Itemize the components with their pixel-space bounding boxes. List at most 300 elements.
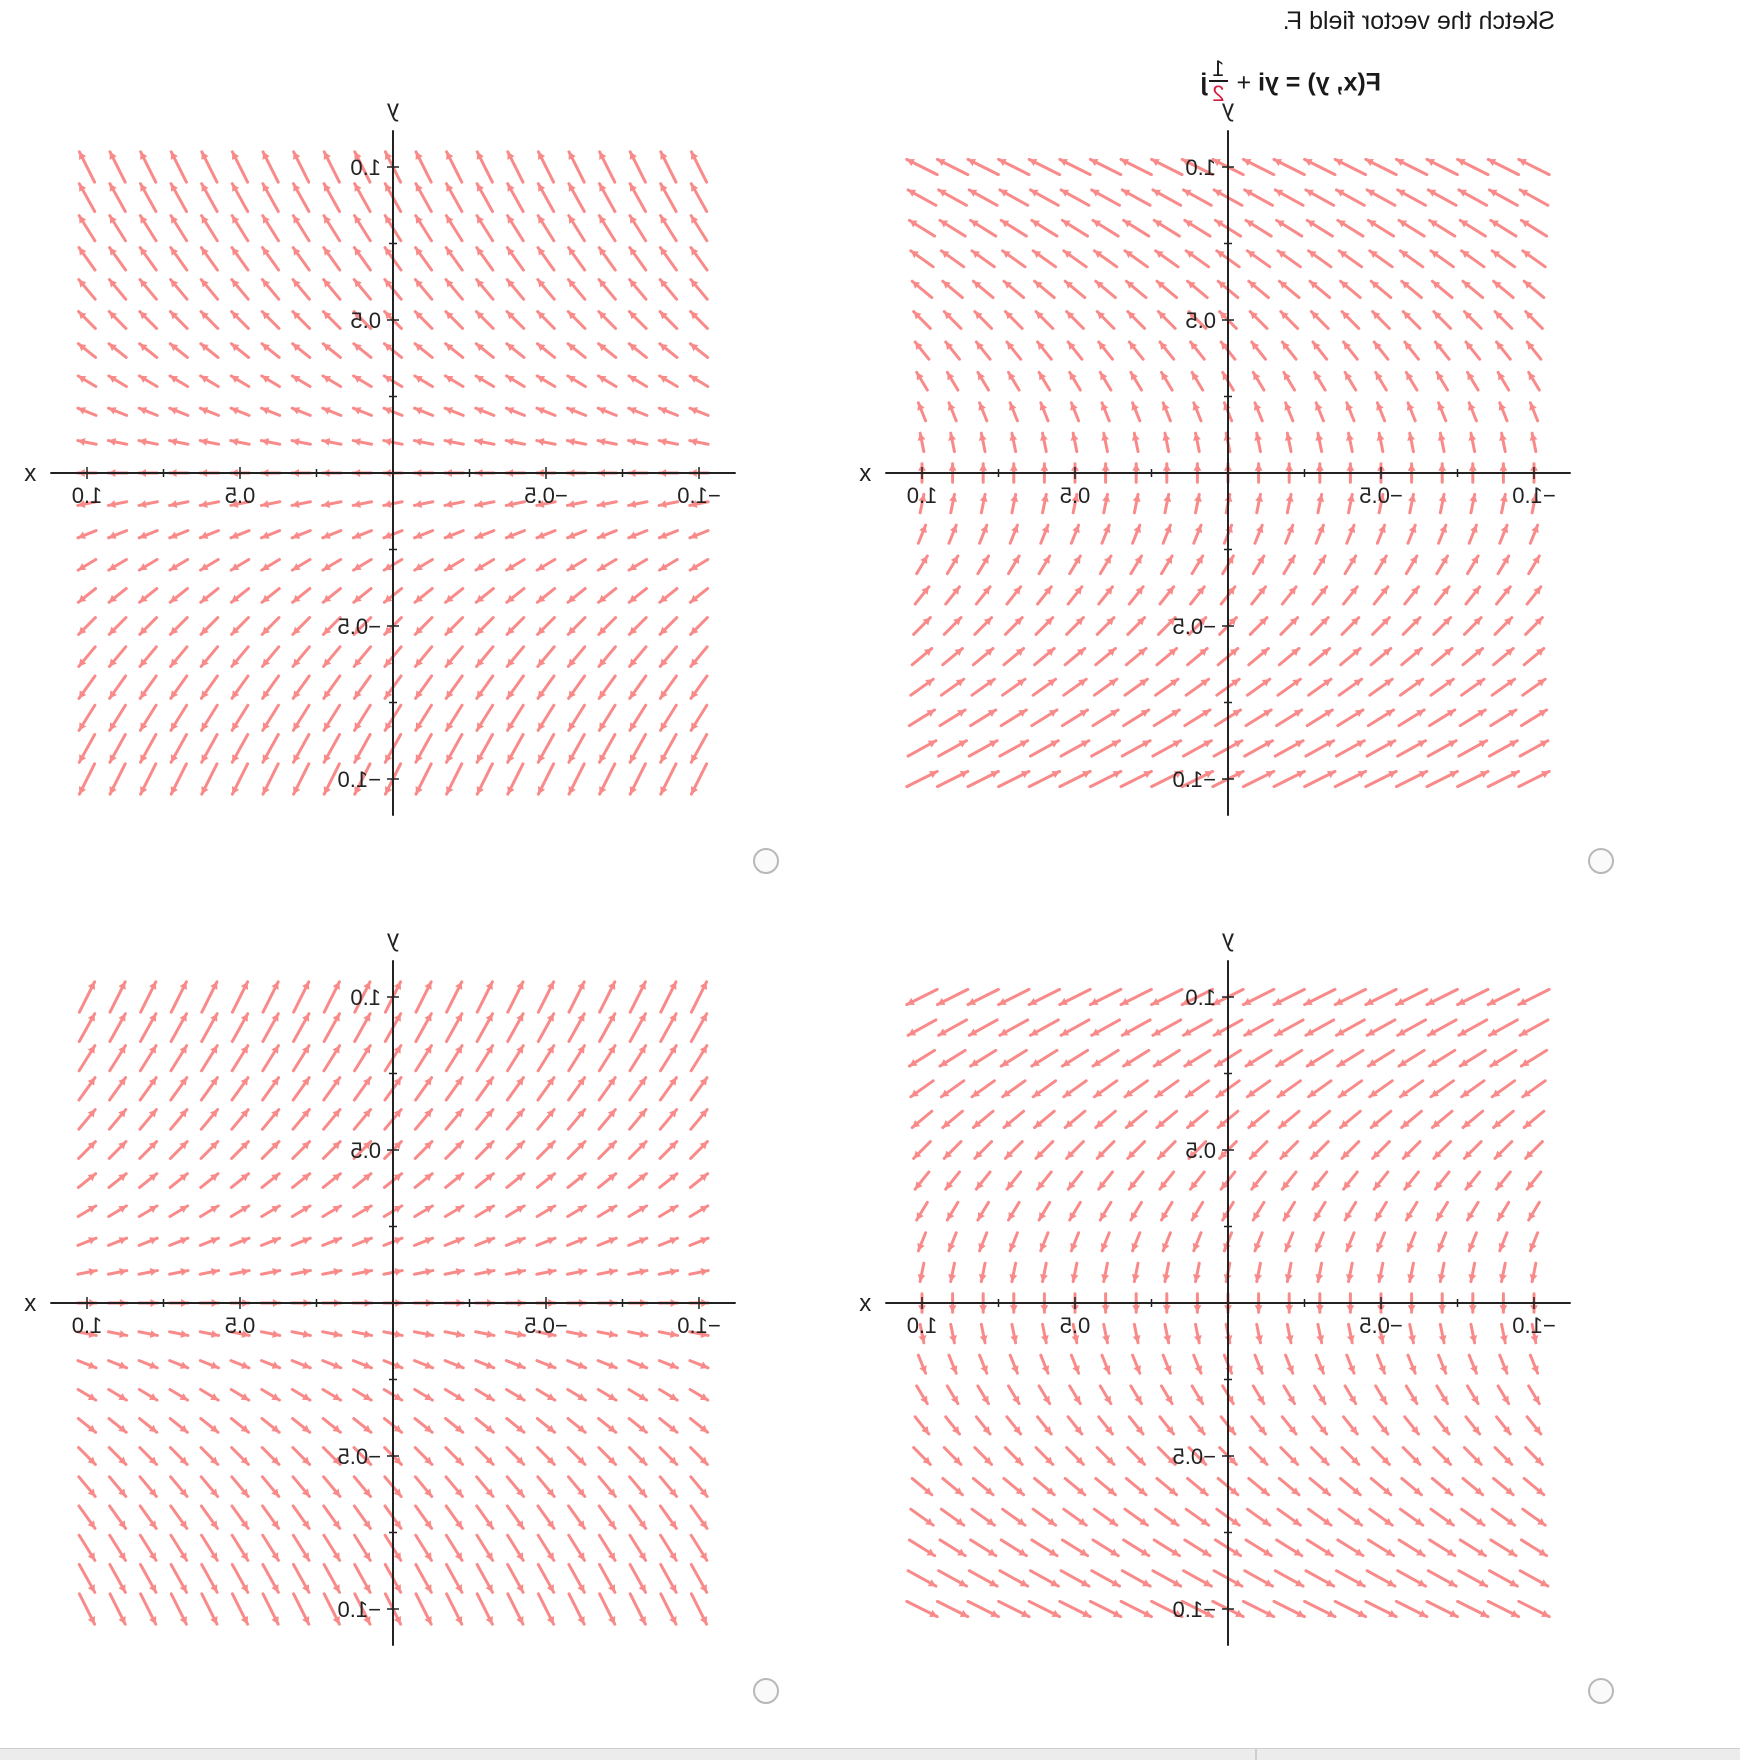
vector-arrow	[324, 1535, 340, 1560]
vector-arrow	[171, 1594, 187, 1624]
vector-arrow	[568, 280, 584, 300]
vector-arrow	[1090, 159, 1120, 175]
vector-arrow	[1468, 433, 1476, 451]
vector-arrow	[1466, 1172, 1480, 1189]
vector-arrow	[110, 735, 126, 763]
vector-arrow	[1096, 281, 1116, 297]
vector-arrow	[324, 1477, 340, 1497]
vector-arrow	[416, 1078, 432, 1100]
vector-arrow	[1191, 342, 1205, 359]
vector-arrow	[661, 1594, 677, 1624]
vector-arrow	[1437, 1386, 1448, 1404]
vector-arrow	[1396, 1601, 1426, 1617]
vector-arrow	[445, 438, 463, 446]
vector-arrow	[1243, 159, 1273, 175]
vector-arrow	[1494, 1111, 1514, 1127]
vector-arrow	[1307, 1540, 1332, 1556]
vector-arrow	[1370, 1509, 1392, 1525]
vector-arrow	[661, 1014, 677, 1042]
vector-arrow	[1529, 1202, 1540, 1220]
vector-arrow	[538, 647, 554, 667]
vector-arrow	[1092, 190, 1120, 206]
vector-arrow	[914, 312, 931, 329]
vector-arrow	[1314, 372, 1325, 390]
vector-arrow	[201, 764, 217, 794]
vector-arrow	[79, 152, 95, 182]
vector-arrow	[170, 531, 188, 539]
vector-arrow	[201, 1174, 218, 1188]
vector-arrow	[477, 1014, 493, 1042]
vector-arrow	[975, 1142, 992, 1159]
vector-arrow	[476, 312, 493, 329]
vector-arrow	[1305, 989, 1335, 1005]
vector-arrow	[1102, 1355, 1110, 1373]
vector-arrow	[202, 735, 218, 763]
radio-option-d[interactable]	[1588, 1678, 1614, 1704]
vector-arrow	[476, 376, 494, 387]
vector-arrow	[1128, 312, 1145, 329]
vector-arrow	[354, 1389, 372, 1400]
vector-arrow	[1337, 741, 1365, 757]
vector-arrow	[1377, 433, 1385, 451]
vector-arrow	[971, 220, 996, 236]
vector-arrow	[1307, 710, 1332, 726]
vector-arrow	[537, 1206, 555, 1217]
vector-arrow	[1368, 710, 1393, 726]
vector-arrow	[1405, 587, 1419, 604]
vector-arrow	[1490, 1571, 1518, 1587]
vector-arrow	[941, 1081, 963, 1097]
vector-arrow	[1100, 556, 1111, 574]
vector-arrow	[170, 376, 188, 387]
vector-arrow	[1041, 525, 1049, 543]
vector-arrow	[948, 1263, 956, 1281]
vector-arrow	[1305, 1601, 1335, 1617]
vector-arrow	[1194, 1355, 1202, 1373]
vector-arrow	[262, 407, 280, 415]
vector-arrow	[1065, 648, 1085, 664]
vector-arrow	[415, 559, 433, 570]
vector-arrow	[1032, 1050, 1057, 1066]
vector-arrow	[1274, 1601, 1304, 1617]
vector-arrow	[1309, 251, 1331, 267]
vector-arrow	[171, 152, 187, 182]
vector-arrow	[1310, 648, 1330, 664]
vector-arrow	[1133, 1324, 1141, 1342]
vector-arrow	[1286, 494, 1294, 512]
vector-arrow	[1396, 771, 1426, 787]
vector-arrow	[140, 248, 156, 270]
radio-option-a[interactable]	[753, 848, 779, 874]
vector-arrow	[201, 647, 217, 667]
vector-arrow	[1249, 1111, 1269, 1127]
vector-arrow	[445, 1330, 463, 1338]
x-tick-label: 0.5	[1060, 1313, 1091, 1338]
vector-arrow	[232, 1506, 248, 1528]
vector-arrow	[78, 1237, 96, 1245]
vector-arrow	[598, 1361, 616, 1369]
vector-arrow	[1061, 741, 1089, 757]
vector-arrow	[1398, 1571, 1426, 1587]
vector-arrow	[170, 1330, 188, 1338]
vector-arrow	[1311, 618, 1328, 635]
vector-arrow	[939, 741, 967, 757]
vector-arrow	[630, 216, 646, 241]
vector-arrow	[1376, 403, 1384, 421]
vector-arrow	[353, 407, 371, 415]
vector-arrow	[79, 1477, 95, 1497]
vector-arrow	[691, 1477, 707, 1497]
vector-arrow	[1341, 281, 1361, 297]
y-axis-label: y	[1222, 95, 1234, 122]
vector-arrow	[79, 1565, 95, 1593]
vector-arrow	[1342, 618, 1359, 635]
vector-arrow	[415, 1477, 431, 1497]
vector-arrow	[231, 589, 248, 603]
vector-arrow	[1277, 220, 1302, 236]
vector-arrow	[909, 1050, 934, 1066]
vector-arrow	[293, 589, 310, 603]
vector-arrow	[293, 1448, 310, 1465]
vector-arrow	[1062, 1050, 1087, 1066]
vector-arrow	[660, 764, 676, 794]
vector-arrow	[1438, 1263, 1446, 1281]
vector-arrow	[78, 344, 95, 358]
vector-arrow	[508, 982, 524, 1012]
vector-arrow	[141, 1594, 157, 1624]
vector-arrow	[1315, 1233, 1323, 1251]
vector-arrow	[292, 1389, 310, 1400]
vector-arrow	[1341, 648, 1361, 664]
vector-arrow	[353, 500, 371, 508]
vector-arrow	[979, 433, 987, 451]
vector-arrow	[949, 1324, 957, 1342]
vector-arrow	[1346, 1263, 1354, 1281]
vector-arrow	[508, 1014, 524, 1042]
vector-arrow	[355, 1046, 371, 1071]
vector-arrow	[1246, 220, 1271, 236]
vector-arrow	[1459, 1020, 1487, 1036]
vector-arrow	[1460, 1050, 1485, 1066]
vector-arrow	[1008, 1202, 1019, 1220]
vector-arrow	[690, 1206, 708, 1217]
vector-arrow	[201, 1142, 218, 1159]
y-tick-label: −0.5	[338, 614, 381, 639]
vector-arrow	[1370, 1081, 1392, 1097]
vector-arrow	[1279, 1111, 1299, 1127]
vector-arrow	[507, 1142, 524, 1159]
vector-arrow	[569, 705, 585, 730]
vector-arrow	[659, 1361, 677, 1369]
vector-arrow	[108, 500, 126, 508]
vector-arrow	[415, 407, 433, 415]
vector-arrow	[447, 982, 463, 1012]
vector-arrow	[599, 705, 615, 730]
vector-arrow	[630, 1014, 646, 1042]
vector-arrow	[354, 344, 371, 358]
vector-arrow	[109, 1142, 126, 1159]
vector-arrow	[630, 735, 646, 763]
vector-arrow	[912, 648, 932, 664]
vector-arrow	[416, 705, 432, 730]
vector-arrow	[1252, 587, 1266, 604]
vector-arrow	[911, 1509, 933, 1525]
vector-arrow	[1466, 587, 1480, 604]
vector-arrow	[1274, 159, 1304, 175]
vector-arrow	[1031, 1571, 1059, 1587]
vector-arrow	[629, 559, 647, 570]
vector-arrow	[691, 248, 707, 270]
vector-arrow	[937, 1601, 967, 1617]
vector-arrow	[170, 589, 187, 603]
vector-arrow	[1500, 1355, 1508, 1373]
vector-arrow	[1370, 251, 1392, 267]
vector-arrow	[1029, 771, 1059, 787]
vector-arrow	[1254, 403, 1262, 421]
vector-arrow	[691, 705, 707, 730]
vector-arrow	[1068, 1417, 1082, 1434]
vector-arrow	[110, 764, 126, 794]
vector-arrow	[323, 1142, 340, 1159]
vector-arrow	[943, 1111, 963, 1127]
x-tick-label: −1.0	[1512, 1313, 1555, 1338]
vector-arrow	[568, 1389, 586, 1400]
vector-arrow	[660, 248, 676, 270]
vector-arrow	[139, 559, 157, 570]
vector-arrow	[1437, 1233, 1445, 1251]
vector-arrow	[1439, 525, 1447, 543]
vector-arrow	[1339, 1509, 1361, 1525]
vector-arrow	[231, 1419, 248, 1433]
vector-arrow	[1341, 1478, 1361, 1494]
vector-arrow	[416, 676, 432, 698]
vector-arrow	[1133, 494, 1141, 512]
vector-arrow	[1282, 1417, 1296, 1434]
vector-arrow	[917, 403, 925, 421]
vector-arrow	[1494, 648, 1514, 664]
vector-arrow	[200, 1268, 218, 1276]
vector-arrow	[1468, 1233, 1476, 1251]
vector-arrow	[569, 982, 585, 1012]
vector-arrow	[907, 771, 937, 787]
vector-arrow	[1400, 1509, 1422, 1525]
vector-arrow	[171, 1078, 187, 1100]
vector-arrow	[691, 1078, 707, 1100]
vector-arrow	[1101, 1233, 1109, 1251]
vector-arrow	[508, 705, 524, 730]
vector-arrow	[630, 280, 646, 300]
vector-arrow	[912, 281, 932, 297]
vector-arrow	[660, 1419, 677, 1433]
vector-arrow	[1437, 403, 1445, 421]
vector-arrow	[691, 647, 707, 667]
radio-option-c[interactable]	[753, 1678, 779, 1704]
vector-arrow	[1160, 1417, 1174, 1434]
vector-arrow	[1408, 1324, 1416, 1342]
vector-arrow	[1491, 1050, 1516, 1066]
vector-arrow	[1099, 587, 1113, 604]
vector-arrow	[79, 1535, 95, 1560]
vector-arrow	[1001, 710, 1026, 726]
vector-arrow	[507, 1448, 524, 1465]
vector-arrow	[140, 1014, 156, 1042]
vector-arrow	[1126, 648, 1146, 664]
y-tick-label: −0.5	[1173, 614, 1216, 639]
x-tick-label: −0.5	[524, 483, 567, 508]
vector-arrow	[1284, 372, 1295, 390]
vector-arrow	[476, 1142, 493, 1159]
vector-arrow	[660, 1174, 677, 1188]
vector-arrow	[1459, 190, 1487, 206]
vector-field-plot-b	[835, 140, 1575, 875]
vector-arrow	[354, 1506, 370, 1528]
vector-arrow	[1278, 679, 1300, 695]
vector-arrow	[171, 735, 187, 763]
vector-arrow	[262, 1361, 280, 1369]
vector-arrow	[324, 982, 340, 1012]
vector-arrow	[1437, 372, 1448, 390]
vector-arrow	[477, 1594, 493, 1624]
vector-arrow	[202, 982, 218, 1012]
vector-arrow	[1153, 741, 1181, 757]
vector-arrow	[293, 216, 309, 241]
vector-arrow	[446, 1477, 462, 1497]
vector-arrow	[1062, 220, 1087, 236]
vector-arrow	[1131, 556, 1142, 574]
vector-arrow	[1092, 741, 1120, 757]
vector-arrow	[507, 1477, 523, 1497]
vector-arrow	[109, 1477, 125, 1497]
vector-arrow	[1125, 679, 1147, 695]
vector-arrow	[232, 764, 248, 794]
vector-arrow	[110, 184, 126, 212]
vector-arrow	[446, 764, 462, 794]
vector-arrow	[140, 589, 157, 603]
vector-arrow	[262, 559, 280, 570]
vector-arrow	[200, 438, 218, 446]
vector-arrow	[599, 676, 615, 698]
vector-arrow	[1313, 587, 1327, 604]
vector-arrow	[941, 251, 963, 267]
vector-arrow	[1125, 251, 1147, 267]
vector-arrow	[1131, 1386, 1142, 1404]
vector-arrow	[232, 1046, 248, 1071]
vector-arrow	[109, 407, 127, 415]
vector-arrow	[324, 184, 340, 212]
vector-arrow	[414, 438, 432, 446]
vector-arrow	[1185, 710, 1210, 726]
vector-arrow	[1157, 1111, 1177, 1127]
vector-arrow	[1346, 433, 1354, 451]
vector-arrow	[140, 676, 156, 698]
vector-arrow	[1400, 679, 1422, 695]
vector-arrow	[1315, 433, 1323, 451]
vector-arrow	[140, 152, 156, 182]
vector-arrow	[691, 1565, 707, 1593]
vector-arrow	[975, 1448, 992, 1465]
vector-arrow	[507, 559, 525, 570]
vector-arrow	[1163, 1324, 1171, 1342]
vector-arrow	[476, 559, 494, 570]
vector-arrow	[1396, 989, 1426, 1005]
vector-arrow	[630, 1565, 646, 1593]
vector-arrow	[538, 618, 555, 635]
vector-arrow	[416, 1535, 432, 1560]
vector-arrow	[1464, 618, 1481, 635]
vector-arrow	[1371, 648, 1391, 664]
vector-arrow	[1038, 1172, 1052, 1189]
vector-arrow	[568, 1142, 585, 1159]
vector-arrow	[416, 764, 432, 794]
vector-arrow	[1067, 1448, 1084, 1465]
vector-arrow	[507, 280, 523, 300]
vector-arrow	[323, 559, 341, 570]
vector-arrow	[659, 1268, 677, 1276]
vector-arrow	[968, 1601, 998, 1617]
vector-arrow	[109, 344, 126, 358]
vector-arrow	[949, 494, 957, 512]
vector-arrow	[1040, 433, 1048, 451]
vector-arrow	[1432, 281, 1452, 297]
vector-arrow	[948, 403, 956, 421]
vector-arrow	[1402, 648, 1422, 664]
vector-arrow	[78, 1419, 95, 1433]
vector-arrow	[232, 618, 249, 635]
x-axis-label: x	[24, 1290, 36, 1317]
vector-arrow	[1247, 679, 1269, 695]
vector-arrow	[416, 216, 432, 241]
vector-arrow	[110, 1535, 126, 1560]
vector-arrow	[293, 1014, 309, 1042]
vector-arrow	[599, 1448, 616, 1465]
vector-arrow	[568, 1477, 584, 1497]
radio-option-b[interactable]	[1588, 848, 1614, 874]
vector-arrow	[1100, 1202, 1111, 1220]
vector-arrow	[1407, 403, 1415, 421]
vector-arrow	[201, 676, 217, 698]
vector-arrow	[1000, 741, 1028, 757]
vector-arrow	[600, 1594, 616, 1624]
vector-arrow	[171, 184, 187, 212]
vector-arrow	[948, 1233, 956, 1251]
vector-arrow	[1463, 648, 1483, 664]
vector-arrow	[660, 676, 676, 698]
vector-arrow	[907, 159, 937, 175]
vector-arrow	[323, 407, 341, 415]
vector-arrow	[1309, 1509, 1331, 1525]
x-tick-label: 1.0	[72, 483, 103, 508]
vector-arrow	[914, 1142, 931, 1159]
vector-arrow	[690, 376, 708, 387]
vector-arrow	[262, 647, 278, 667]
vector-arrow	[569, 248, 585, 270]
vector-arrow	[1490, 741, 1518, 757]
vector-arrow	[1521, 1540, 1546, 1556]
vector-arrow	[659, 407, 677, 415]
vector-arrow	[353, 1330, 371, 1338]
vector-arrow	[569, 152, 585, 182]
vector-arrow	[567, 1268, 585, 1276]
vector-arrow	[1428, 190, 1456, 206]
vector-arrow	[1519, 159, 1549, 175]
vector-arrow	[1126, 281, 1146, 297]
vector-arrow	[943, 648, 963, 664]
vector-arrow	[171, 676, 187, 698]
vector-arrow	[1101, 1263, 1109, 1281]
vector-arrow	[968, 771, 998, 787]
vector-arrow	[324, 248, 340, 270]
vector-arrow	[1186, 679, 1208, 695]
